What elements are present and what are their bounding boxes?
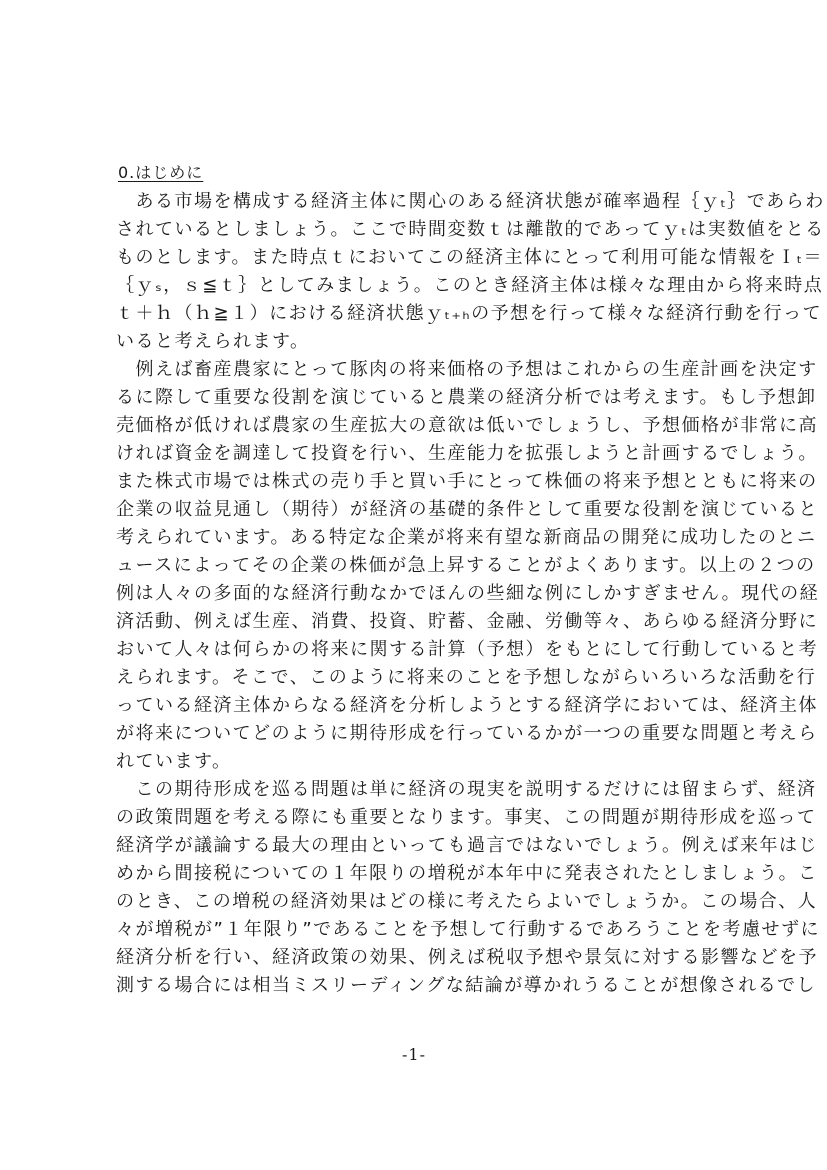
text-line: 考えられています。ある特定な企業が将来有望な新商品の開発に成功したのとニ: [116, 527, 817, 548]
text-line: 売価格が低ければ農家の生産拡大の意欲は低いでしょうし、予想価格が非常に高: [116, 415, 818, 436]
text-line: のとき、この増税の経済効果はどの様に考えたらよいでしょうか。この場合、人: [116, 891, 818, 912]
text-line: また株式市場では株式の売り手と買い手にとって株価の将来予想とともに将来の: [116, 471, 818, 492]
text-line: ある市場を構成する経済主体に関心のある経済状態が確率過程｛ｙₜ｝であらわ: [116, 191, 825, 212]
page-number: -1-: [402, 1045, 426, 1064]
text-line: ｛ｙₛ，ｓ≦ｔ｝としてみましょう。このとき経済主体は様々な理由から将来時点: [116, 275, 824, 296]
text-line: の政策問題を考える際にも重要となります。事実、この問題が期待形成を巡って: [116, 807, 817, 828]
text-line: 済活動、例えば生産、消費、投資、貯蓄、金融、労働等々、あらゆる経済分野に: [116, 611, 818, 632]
text-line: いると考えられます。: [116, 331, 310, 352]
text-line: めから間接税についての１年限りの増税が本年中に発表されたとしましょう。こ: [116, 863, 818, 884]
text-line: されているとしましょう。ここで時間変数ｔは離散的であってｙₜは実数値をとる: [116, 219, 825, 240]
section-heading: 0.はじめに: [118, 163, 204, 182]
text-line: 々が増税が”１年限り”であることを予想して行動するであろうことを考慮せずに: [116, 919, 820, 940]
text-line: るに際して重要な役割を演じていると農業の経済分析では考えます。もし予想卸: [116, 387, 817, 408]
text-line: っている経済主体からなる経済を分析しようとする経済学においては、経済主体: [116, 695, 818, 716]
text-line: この期待形成を巡る問題は単に経済の現実を説明するだけには留まらず、経済: [116, 779, 817, 800]
text-line: 例は人々の多面的な経済行動なかでほんの些細な例にしかすぎません。現代の経: [116, 583, 820, 604]
text-line: えられます。そこで、このように将来のことを予想しながらいろいろな活動を行: [116, 667, 817, 688]
text-line: ものとします。また時点ｔにおいてこの経済主体にとって利用可能な情報をＩₜ＝: [116, 247, 824, 268]
text-line: おいて人々は何らかの将来に関する計算（予想）をもとにして行動していると考: [116, 639, 818, 660]
text-line: が将来についてどのように期待形成を行っているかが一つの重要な問題と考えら: [116, 723, 818, 744]
text-line: 企業の収益見通し（期待）が経済の基礎的条件として重要な役割を演じていると: [116, 499, 818, 520]
text-line: ければ資金を調達して投資を行い、生産能力を拡張しようと計画するでしょう。: [116, 443, 818, 464]
text-line: 例えば畜産農家にとって豚肉の将来価格の予想はこれからの生産計画を決定す: [116, 359, 818, 380]
text-line: 経済分析を行い、経済政策の効果、例えば税収予想や景気に対する影響などを予: [116, 947, 818, 968]
text-line: 測する場合には相当ミスリーディングな結論が導かれうることが想像されるでし: [116, 975, 817, 996]
text-line: ュースによってその企業の株価が急上昇することがよくあります。以上の２つの: [116, 555, 816, 576]
text-line: 経済学が議論する最大の理由といっても過言ではないでしょう。例えば来年はじ: [116, 835, 818, 856]
text-line: ｔ＋ｈ（ｈ≧１）における経済状態ｙₜ₊ₕの予想を行って様々な経済行動を行って: [116, 303, 823, 324]
text-line: れています。: [116, 751, 232, 772]
